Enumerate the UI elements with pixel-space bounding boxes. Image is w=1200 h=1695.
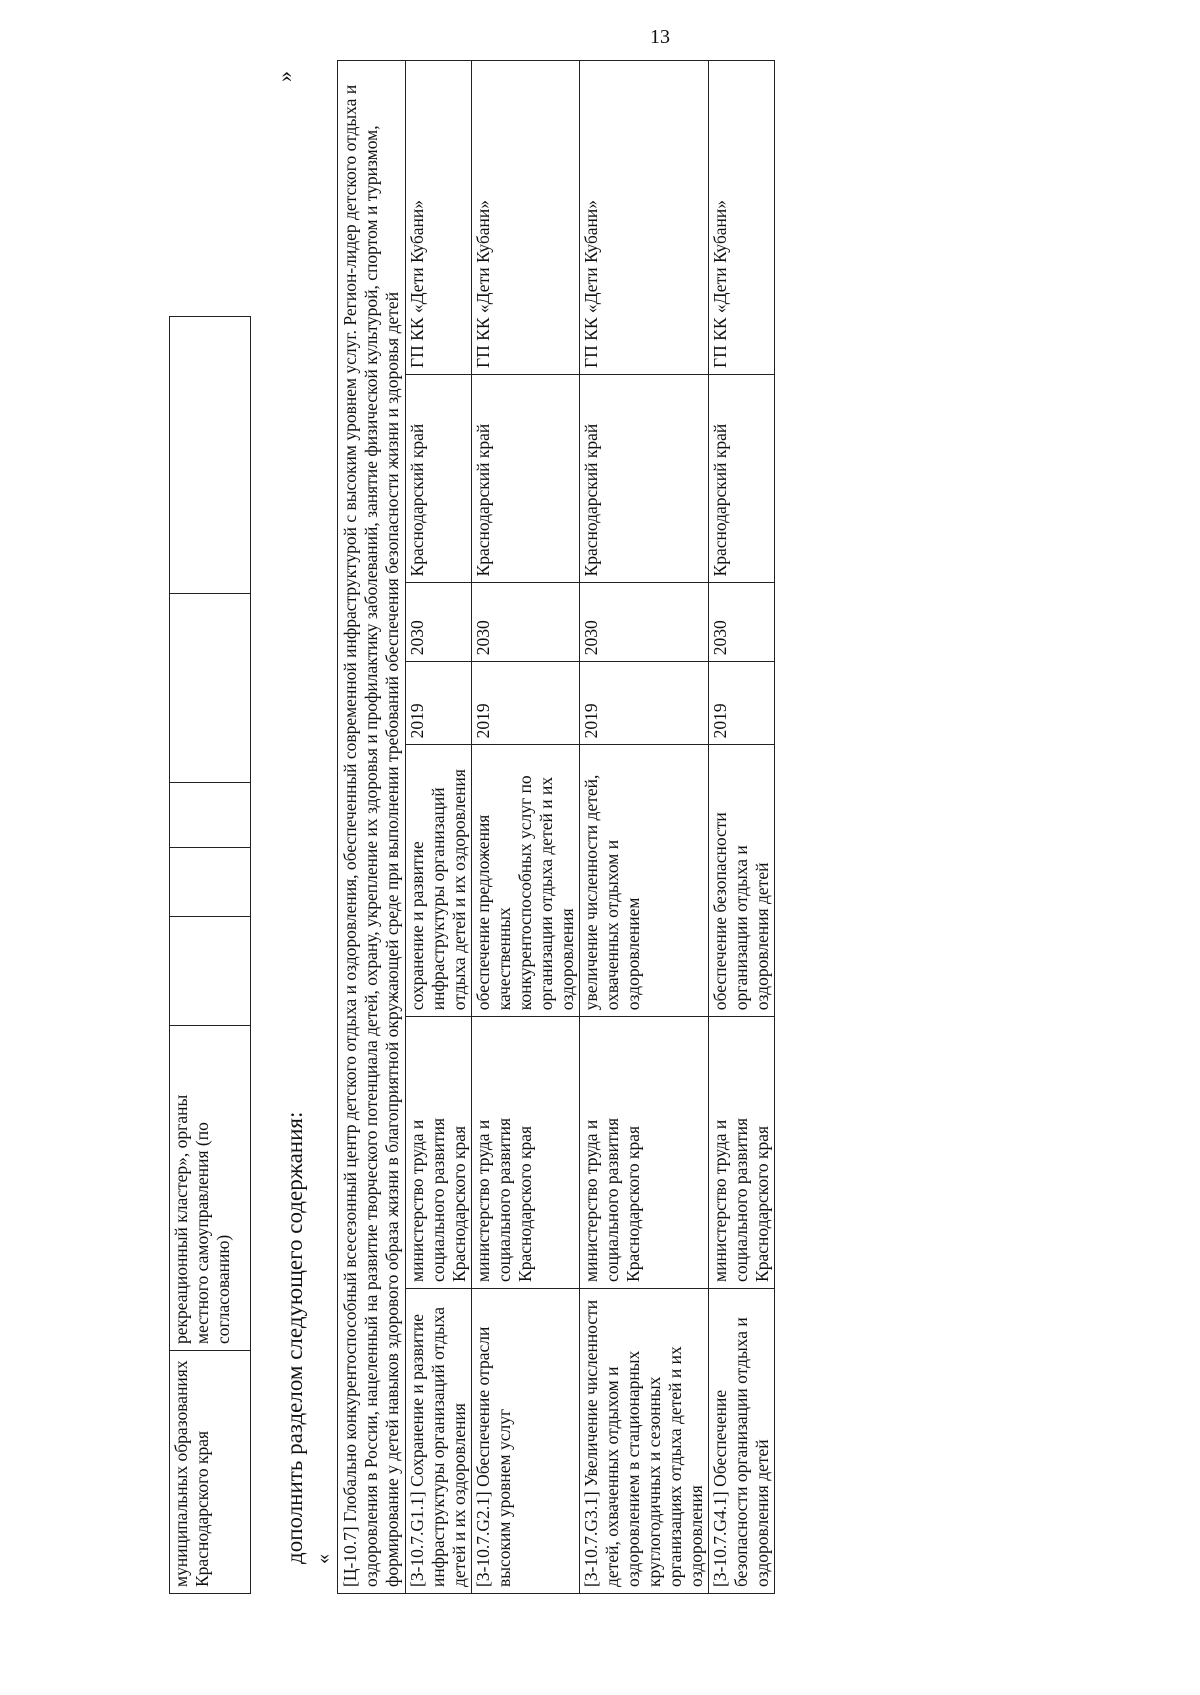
continued-table-fragment	[169, 316, 251, 1594]
table-cell	[170, 848, 251, 917]
program-cell: ГП КК «Дети Кубани»	[709, 61, 775, 375]
task-cell: [З-10.7.G3.1] Увеличение численности детей, охваченных отдыхом и оздоровлением в стационарных круглогодичных и сезонных организациях отдыха детей и их оздоровления	[580, 1288, 709, 1593]
table-row	[580, 61, 709, 1594]
start-year-cell: 2019	[472, 662, 580, 745]
close-quote: »	[272, 71, 297, 82]
intro-text: дополнить разделом следующего содержания:	[282, 1111, 307, 1564]
table-row	[170, 317, 251, 1594]
result-cell: обеспечение предложения качественных конкурентоспособных услуг по организации отдыха детей и их оздоровления	[472, 745, 580, 1017]
end-year-cell: 2030	[580, 583, 709, 662]
table-cell: муниципальных образованиях Краснодарского края	[170, 1351, 251, 1594]
table-cell	[170, 317, 251, 594]
table-cell	[170, 594, 251, 783]
responsible-cell: министерство труда и социального развития Краснодарского края	[406, 1017, 472, 1289]
start-year-cell: 2019	[406, 662, 472, 745]
territory-cell: Краснодарский край	[580, 374, 709, 583]
goal-row	[338, 61, 406, 1594]
responsible-cell: министерство труда и социального развития Краснодарского края	[580, 1017, 709, 1289]
table-cell	[170, 917, 251, 1026]
table-row	[472, 61, 580, 1594]
end-year-cell: 2030	[472, 583, 580, 662]
goal-cell: [Ц-10.7] Глобально конкурентоспособный всесезонный центр детского отдыха и оздоровления, обеспеченный современной инфраструктурой с высоким уровнем услуг. Регион-лидер детского отдыха и оздоровления в России, нацеленный на развитие творческого потенциала детей, охрану, укрепление их здоровья и профилактику заболеваний, занятие физической культурой, спортом и туризмом, формирование у детей навыков здорового образа жизни в благоприятной окружающей среде при выполнении требований обеспечения безопасности жизни и здоровья детей	[338, 61, 406, 1594]
result-cell: увеличение численности детей, охваченных отдыхом и оздоровлением	[580, 745, 709, 1017]
task-cell: [З-10.7.G2.1] Обеспечение отрасли высоким уровнем услуг	[472, 1288, 580, 1593]
task-cell: [З-10.7.G4.1] Обеспечение безопасности организации отдыха и оздоровления детей	[709, 1288, 775, 1593]
rotated-page-content	[169, 60, 1069, 1594]
program-cell: ГП КК «Дети Кубани»	[580, 61, 709, 375]
start-year-cell: 2019	[709, 662, 775, 745]
responsible-cell: министерство труда и социального развития Краснодарского края	[709, 1017, 775, 1289]
table-cell: рекреационный кластер», органы местного самоуправления (по согласованию)	[170, 1026, 251, 1351]
open-quote: «	[312, 1554, 334, 1564]
program-cell: ГП КК «Дети Кубани»	[472, 61, 580, 375]
page-number: 13	[650, 26, 670, 48]
program-cell: ГП КК «Дети Кубани»	[406, 61, 472, 375]
result-cell: обеспечение безопасности организации отдыха и оздоровления детей	[709, 745, 775, 1017]
territory-cell: Краснодарский край	[472, 374, 580, 583]
territory-cell: Краснодарский край	[709, 374, 775, 583]
territory-cell: Краснодарский край	[406, 374, 472, 583]
responsible-cell: министерство труда и социального развития Краснодарского края	[472, 1017, 580, 1289]
task-cell: [З-10.7.G1.1] Сохранение и развитие инфраструктуры организаций отдыха детей и их оздоровления	[406, 1288, 472, 1593]
start-year-cell: 2019	[580, 662, 709, 745]
measures-table	[337, 60, 775, 1594]
table-row	[709, 61, 775, 1594]
end-year-cell: 2030	[406, 583, 472, 662]
result-cell: сохранение и развитие инфраструктуры организаций отдыха детей и их оздоровления	[406, 745, 472, 1017]
end-year-cell: 2030	[709, 583, 775, 662]
table-cell	[170, 783, 251, 848]
table-row	[406, 61, 472, 1594]
